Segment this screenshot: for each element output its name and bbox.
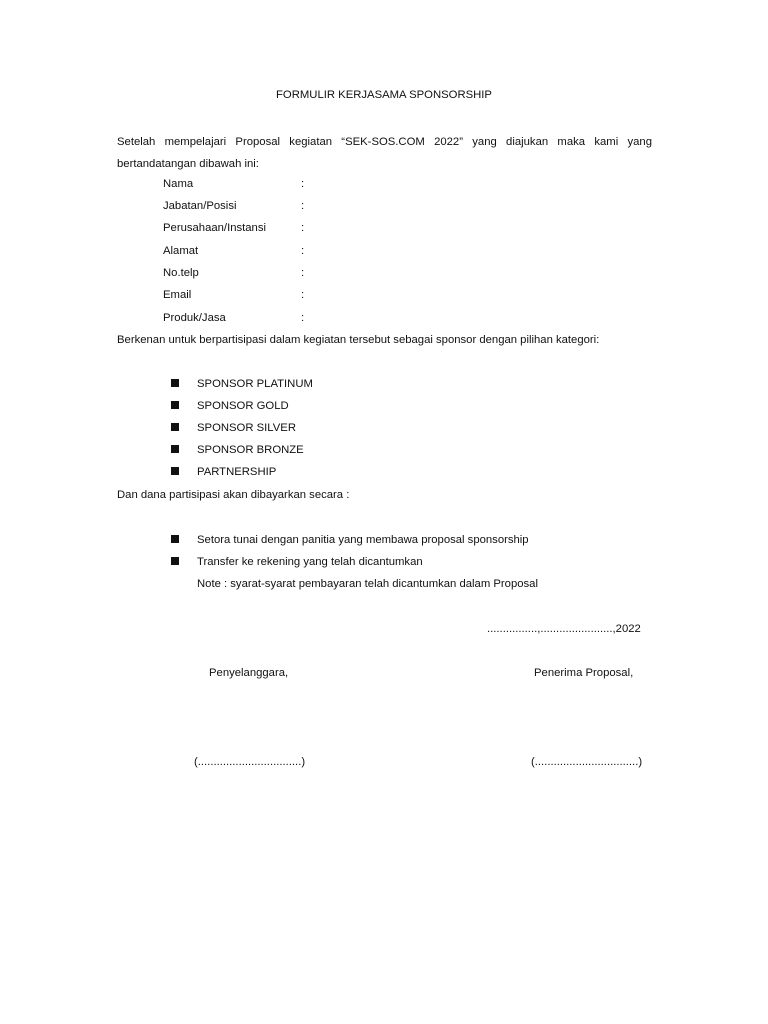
signature-title-right: Penerima Proposal, <box>534 667 634 679</box>
field-label-jabatan: Jabatan/Posisi <box>163 200 237 212</box>
category-item: PARTNERSHIP <box>197 466 277 478</box>
square-bullet-icon <box>171 379 179 387</box>
category-item: SPONSOR SILVER <box>197 422 296 434</box>
signature-line-left: (.................................) <box>194 756 306 768</box>
field-colon: : <box>301 222 305 234</box>
field-colon: : <box>301 178 305 190</box>
square-bullet-icon <box>171 423 179 431</box>
field-colon: : <box>301 200 305 212</box>
payment-item: Transfer ke rekening yang telah dicantumkan <box>197 556 423 568</box>
category-item: SPONSOR GOLD <box>197 400 289 412</box>
payment-note: Note : syarat-syarat pembayaran telah dicantumkan dalam Proposal <box>197 578 538 590</box>
field-colon: : <box>301 245 305 257</box>
document-title: FORMULIR KERJASAMA SPONSORSHIP <box>276 89 492 101</box>
square-bullet-icon <box>171 445 179 453</box>
square-bullet-icon <box>171 467 179 475</box>
category-item: SPONSOR BRONZE <box>197 444 304 456</box>
field-label-nama: Nama <box>163 178 194 190</box>
square-bullet-icon <box>171 535 179 543</box>
signature-title-left: Penyelanggara, <box>209 667 289 679</box>
signature-line-right: (.................................) <box>531 756 643 768</box>
category-intro: Berkenan untuk berpartisipasi dalam kegiatan tersebut sebagai sponsor dengan pilihan kategori: <box>117 334 600 346</box>
category-item: SPONSOR PLATINUM <box>197 378 313 390</box>
date-line: ................,.......................,2022 <box>487 623 641 635</box>
field-colon: : <box>301 289 305 301</box>
field-label-perusahaan: Perusahaan/Instansi <box>163 222 266 234</box>
payment-intro: Dan dana partisipasi akan dibayarkan secara : <box>117 489 350 501</box>
field-label-produk: Produk/Jasa <box>163 312 226 324</box>
square-bullet-icon <box>171 401 179 409</box>
field-label-alamat: Alamat <box>163 245 199 257</box>
field-colon: : <box>301 267 305 279</box>
field-label-email: Email <box>163 289 192 301</box>
field-label-notelp: No.telp <box>163 267 199 279</box>
payment-item: Setora tunai dengan panitia yang membawa proposal sponsorship <box>197 534 529 546</box>
square-bullet-icon <box>171 557 179 565</box>
field-colon: : <box>301 312 305 324</box>
intro-paragraph: Setelah mempelajari Proposal kegiatan “SEK-SOS.COM 2022” yang diajukan maka kami yang bertandatangan dibawah ini: <box>117 136 652 170</box>
